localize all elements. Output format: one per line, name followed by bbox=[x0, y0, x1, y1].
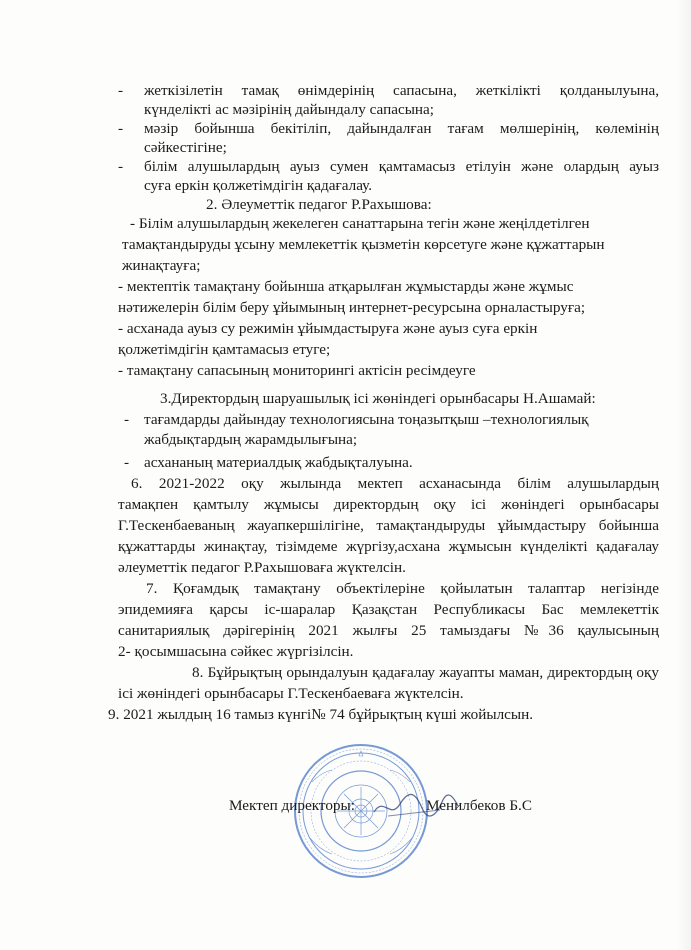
point-7-line-1: 7. Қоғамдық тамақтану объектілеріне қойылатын талаптар негізінде bbox=[146, 580, 659, 597]
point-7-line-4: 2- қосымшасына сәйкес жүргізілсін. bbox=[118, 643, 354, 660]
point-8-line-2: ісі жөніндегі орынбасары Г.Тескенбаеваға жүктелсін. bbox=[118, 685, 464, 702]
point-9-line-1: 9. 2021 жылдың 16 тамыз күнгі№ 74 бұйрықтың күші жойылсын. bbox=[108, 706, 534, 723]
bullet-marker: - bbox=[118, 120, 124, 137]
bullet-marker: - bbox=[118, 158, 124, 175]
bullet-marker: - bbox=[124, 454, 130, 471]
bullet-2-line-2: сәйкестігіне; bbox=[144, 139, 227, 156]
section-3-bullet-1-line-2: жабдықтардың жарамдылығына; bbox=[144, 431, 358, 448]
signature-name: Менилбеков Б.С bbox=[426, 797, 532, 814]
scan-edge-shade bbox=[677, 0, 691, 950]
bullet-1-line-2: күнделікті ас мәзірінің дайындалу сапасына; bbox=[144, 101, 435, 118]
section-3-heading: 3.Директордың шаруашылық ісі жөніндегі орынбасары Н.Ашамай: bbox=[160, 390, 596, 407]
section-2-line-8: - тамақтану сапасының мониторингі актісін ресімдеуге bbox=[118, 362, 476, 379]
section-2-heading: 2. Әлеуметтік педагог Р.Рахышова: bbox=[206, 196, 432, 213]
bullet-marker: - bbox=[124, 411, 130, 428]
signature-label: Мектеп директоры: bbox=[229, 797, 355, 814]
point-6-line-5: әлеуметтік педагог Р.Рахышоваға жүктелсін. bbox=[118, 559, 406, 576]
section-2-line-7: қолжетімдігін қамтамасыз етуге; bbox=[118, 341, 331, 358]
point-6-line-2: тамақпен қамтылу жұмысы директордың оқу ісі жөніндегі орынбасары bbox=[118, 496, 659, 513]
point-7-line-3: санитариялық дәрігерінің 2021 жылғы 25 тамыздағы №36 қаулысының bbox=[118, 622, 659, 639]
point-8-line-1: 8. Бұйрықтың орындалуын қадағалау жауапты маман, директордың оқу bbox=[192, 664, 659, 681]
bullet-1-line-1: жеткізілетін тамақ өнімдерінің сапасына, жеткілікті қолданылуына, bbox=[144, 82, 659, 99]
section-2-line-4: - мектептік тамақтану бойынша атқарылған жұмыстарды және жұмыс bbox=[118, 278, 574, 295]
bullet-3-line-2: суға еркін қолжетімдігін қадағалау. bbox=[144, 177, 373, 194]
point-6-line-4: құжаттарды жинақтау, тізімдеме жүргізу,асхана жұмысын күнделікті қадағалау bbox=[118, 538, 659, 555]
bullet-3-line-1: білім алушылардың ауыз сумен қамтамасыз етілуін және олардың ауыз bbox=[144, 158, 659, 175]
point-6-line-1: 6. 2021-2022 оқу жылында мектеп асханасында білім алушылардың bbox=[131, 475, 659, 492]
section-2-line-6: - асханада ауыз су режимін ұйымдастыруға және ауыз суға еркін bbox=[118, 320, 538, 337]
point-7-line-2: эпидемияға қарсы іс-шаралар Қазақстан Республикасы Бас мемлекеттік bbox=[118, 601, 659, 618]
section-2-line-5: нәтижелерін білім беру ұйымының интернет-ресурсына орналастыруға; bbox=[118, 299, 586, 316]
point-6-line-3: Г.Тескенбаеваның жауапкершілігіне, тамақтандыруды ұйымдастыру бойынша bbox=[118, 517, 659, 534]
bullet-marker: - bbox=[118, 82, 124, 99]
section-3-bullet-2-line-1: асхананың материалдық жабдықталуына. bbox=[144, 454, 413, 471]
section-3-bullet-1-line-1: тағамдарды дайындау технологиясына тоңазытқыш –технологиялық bbox=[144, 411, 589, 428]
section-2-line-2: тамақтандыруды ұсыну мемлекеттік қызметін көрсетуге және құжаттарын bbox=[122, 236, 605, 253]
section-2-line-3: жинақтауға; bbox=[122, 257, 201, 274]
section-2-line-1: - Білім алушылардың жекелеген санаттарына тегін және жеңілдетілген bbox=[130, 215, 590, 232]
bullet-2-line-1: мәзір бойынша бекітіліп, дайындалған тағам мөлшерінің, көлемінің bbox=[144, 120, 659, 137]
